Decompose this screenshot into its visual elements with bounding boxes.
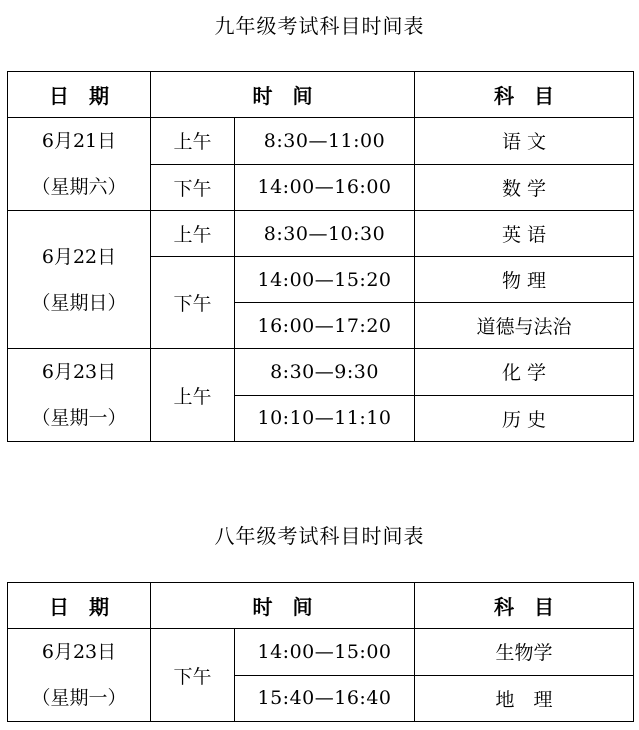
time-cell: 14:00—15:20 — [235, 257, 415, 303]
grade9-schedule-table — [7, 71, 634, 442]
subject-cell: 地 理 — [415, 675, 634, 722]
date-text: 6月23日 — [41, 361, 117, 383]
table-header-row — [8, 72, 634, 118]
subject-cell: 数 学 — [415, 164, 634, 211]
period-cell: 上午 — [151, 211, 235, 257]
header-date: 日 期 — [8, 583, 151, 629]
grade8-schedule-table — [7, 582, 634, 722]
table-row — [8, 118, 634, 165]
table-row — [8, 629, 634, 676]
subject-cell: 历 史 — [415, 395, 634, 442]
header-subject: 科 目 — [415, 583, 634, 629]
table-row — [8, 349, 634, 396]
grade9-title: 九年级考试科目时间表 — [214, 14, 425, 38]
table-row — [8, 211, 634, 257]
header-date: 日 期 — [8, 72, 151, 118]
weekday-text: （星期一） — [31, 687, 127, 709]
subject-cell: 英 语 — [415, 211, 634, 257]
table-header-row — [8, 583, 634, 629]
date-text: 6月21日 — [41, 130, 117, 152]
period-cell: 下午 — [151, 257, 235, 349]
time-cell: 14:00—16:00 — [235, 164, 415, 211]
subject-cell: 物 理 — [415, 257, 634, 303]
weekday-text: （星期一） — [31, 407, 127, 429]
weekday-text: （星期日） — [31, 291, 127, 314]
header-time: 时 间 — [151, 72, 415, 118]
weekday-text: （星期六） — [31, 176, 127, 198]
date-cell — [8, 629, 151, 722]
period-cell: 下午 — [151, 164, 235, 211]
time-cell: 8:30—10:30 — [235, 211, 415, 257]
subject-cell: 化 学 — [415, 349, 634, 396]
period-cell: 下午 — [151, 629, 235, 722]
date-cell — [8, 211, 151, 349]
period-cell: 上午 — [151, 118, 235, 165]
grade8-title: 八年级考试科目时间表 — [214, 524, 425, 548]
header-time: 时 间 — [151, 583, 415, 629]
subject-cell: 语 文 — [415, 118, 634, 165]
date-cell — [8, 118, 151, 211]
subject-cell: 生物学 — [415, 629, 634, 676]
header-subject: 科 目 — [415, 72, 634, 118]
date-text: 6月23日 — [41, 641, 117, 663]
date-cell — [8, 349, 151, 442]
time-cell: 10:10—11:10 — [235, 395, 415, 442]
time-cell: 15:40—16:40 — [235, 675, 415, 722]
period-cell: 上午 — [151, 349, 235, 442]
subject-cell: 道德与法治 — [415, 303, 634, 349]
time-cell: 14:00—15:00 — [235, 629, 415, 676]
time-cell: 8:30—9:30 — [235, 349, 415, 396]
time-cell: 16:00—17:20 — [235, 303, 415, 349]
date-text: 6月22日 — [41, 245, 117, 268]
time-cell: 8:30—11:00 — [235, 118, 415, 165]
